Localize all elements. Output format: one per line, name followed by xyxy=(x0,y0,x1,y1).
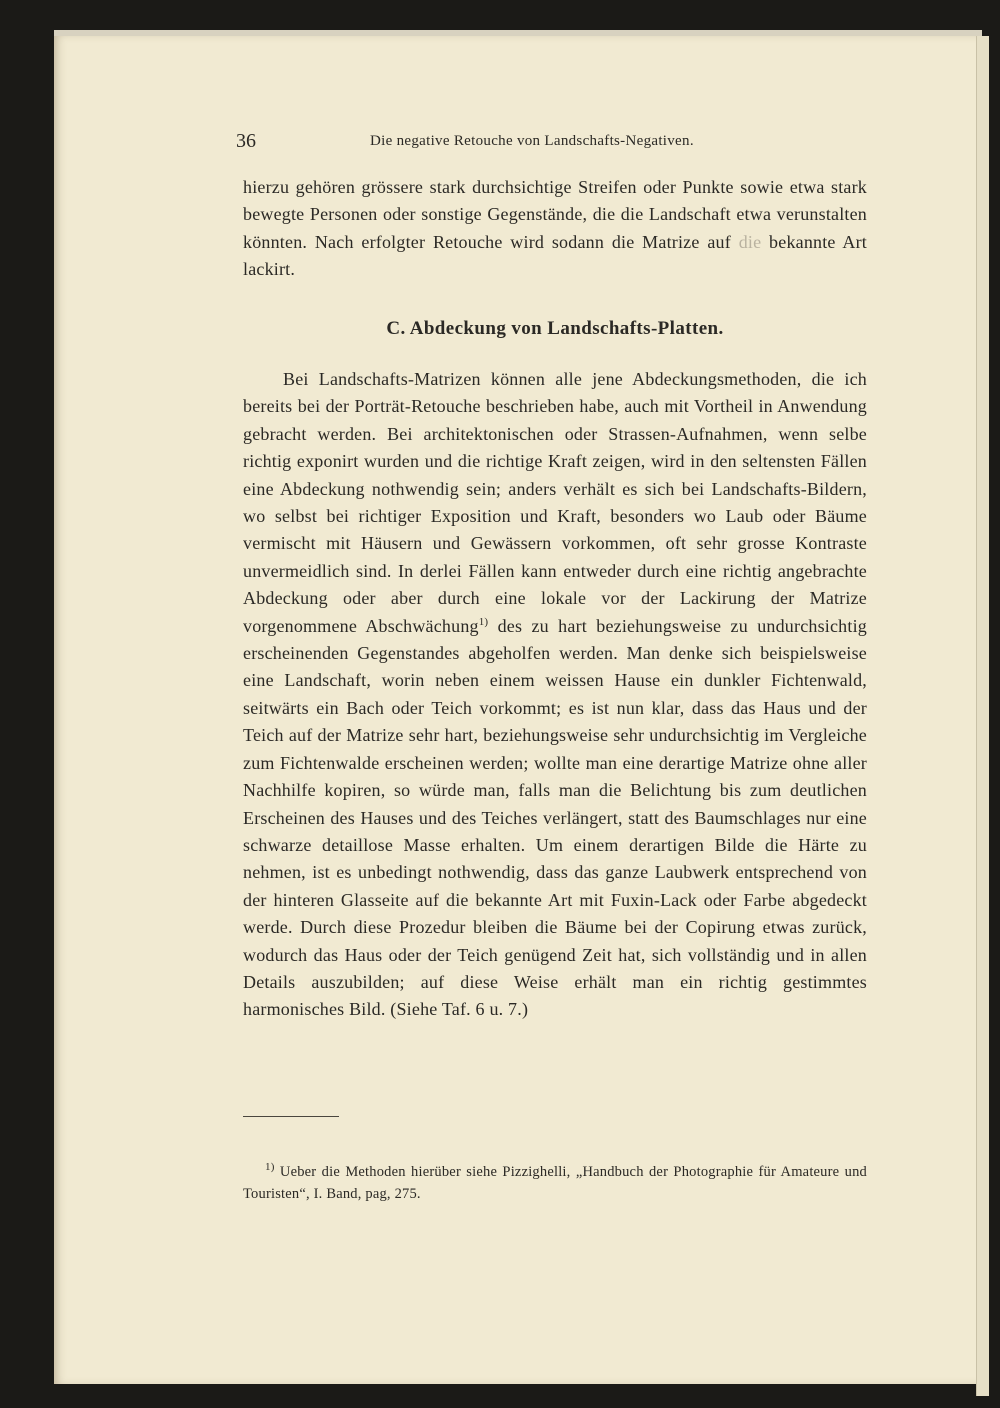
page-number: 36 xyxy=(236,130,256,152)
footnote-marker: 1) xyxy=(265,1160,275,1173)
paragraph-1-text-end: bekannte Art lackirt. xyxy=(243,231,867,280)
running-title: Die negative Retouche von Landschafts-Negativen. xyxy=(370,133,694,149)
faded-word: die xyxy=(738,231,762,252)
paragraph-1-text-start: hierzu gehören grössere stark durchsichtige Streifen oder Punkte sowie etwa stark bewegte Personen oder sonstige Gegenstände, die die Landschaft etwa verunstalten könnten. Nach erfolgter Retouche wird sodann die Matrize auf xyxy=(243,177,867,252)
footnote-divider xyxy=(243,1116,339,1117)
page-header xyxy=(236,130,867,158)
section-heading: C. Abdeckung von Landschafts-Platten. xyxy=(386,318,724,339)
paragraph-2-text-end: des zu hart beziehungsweise zu undurchsichtig erscheinenden Gegenstandes abgeholfen werden. Man denke sich beispielsweise eine Landschaft, worin neben einem weissen Hause ein dunkler Fichtenwald, seitwärts ein Bach oder Teich vorkommt; es ist nun klar, dass das Haus und der Teich auf der Matrize sehr hart, beziehungsweise sehr undurchsichtig im Vergleiche zum Fichtenwalde erscheinen werden; wollte man eine derartige Matrize ohne aller Nachhilfe kopiren, so würde man, falls man die Belichtung bis zum deutlichen Erscheinen des Hauses und des Teiches verlängert, statt des Baumschlages nur eine schwarze detaillose Masse erhalten. Um einem derartigen Bilde die Härte zu nehmen, ist es unbedingt nothwendig, dass das ganze Laubwerk entsprechend von der hinteren Glasseite auf die bekannte Art mit Fuxin-Lack oder Farbe abgedeckt werde. Durch diese Prozedur bleiben die Bäume bei der Copirung etwas zurück, wodurch das Haus oder der Teich genügend Zeit hat, sich vollständig und in allen Details auszubilden; auf diese Weise erhält man ein richtig gestimmtes harmonisches Bild. (Siehe Taf. 6 u. 7.) xyxy=(243,615,867,1020)
footnote xyxy=(243,1161,867,1205)
paragraph-1 xyxy=(243,174,867,284)
footnote-reference: 1) xyxy=(478,615,489,628)
footnote-text: Ueber die Methoden hierüber siehe Pizzighelli, „Handbuch der Photographie für Amateure und Touristen“, I. Band, pag, 275. xyxy=(243,1163,867,1202)
page-content xyxy=(236,130,867,1202)
page-right-edge xyxy=(976,36,989,1396)
paragraph-2 xyxy=(243,366,867,1024)
paragraph-2-text-start: Bei Landschafts-Matrizen können alle jene Abdeckungsmethoden, die ich bereits bei der Porträt-Retouche beschrieben habe, auch mit Vortheil in Anwendung gebracht werden. Bei architektonischen oder Strassen-Aufnahmen, wenn selbe richtig exponirt wurden und die richtige Kraft zeigen, wird in den seltensten Fällen eine Abdeckung nothwendig sein; anders verhält es sich bei Landschafts-Bildern, wo selbst bei richtiger Exposition und Kraft, besonders wo Laub oder Bäume vermischt mit Häusern und Gewässern vorkommen, oft sehr grosse Kontraste unvermeidlich sind. In derlei Fällen kann entweder durch eine richtig angebrachte Abdeckung oder aber durch eine lokale vor der Lackirung der Matrize vorgenommene Abschwächung xyxy=(243,369,867,636)
